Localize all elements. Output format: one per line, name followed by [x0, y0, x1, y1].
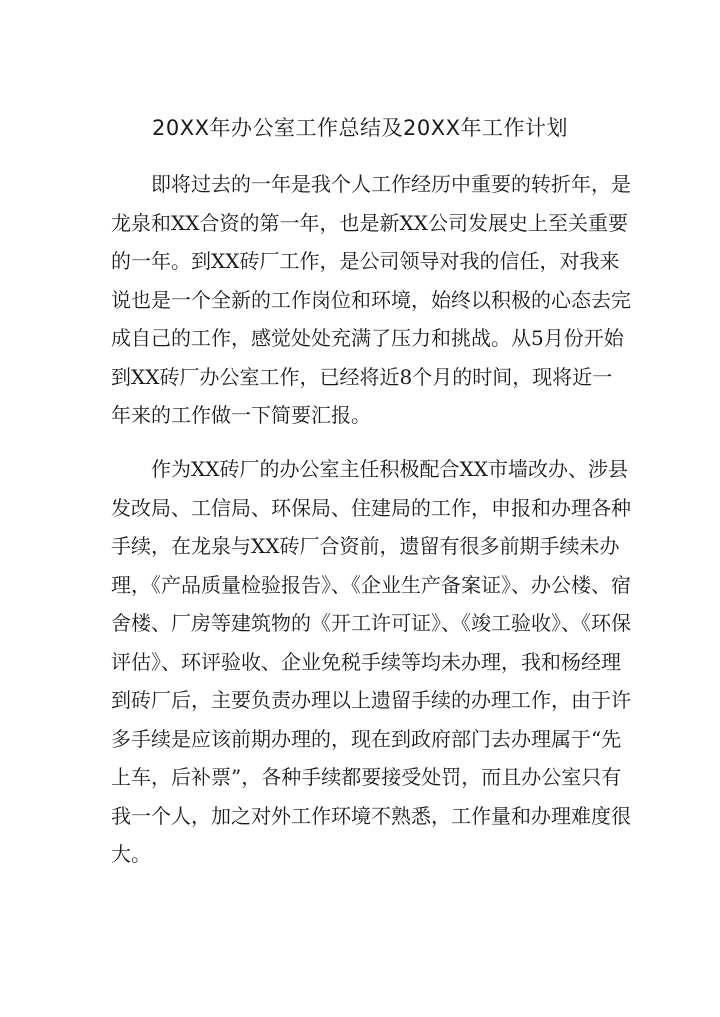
paragraph-line: 大。 [111, 842, 151, 866]
paragraph-line: 龙泉和XX合资的第一年，也是新XX公司发展史上至关重要 [111, 210, 628, 235]
paragraph-line: 到XX砖厂办公室工作，已经将近8个月的时间，现将近一 [111, 364, 613, 389]
paragraph-1 [111, 165, 631, 435]
paragraph-line: 评估》、环评验收、企业免税手续等均未办理，我和杨经理 [111, 649, 621, 674]
paragraph-line: 即将过去的一年是我个人工作经历中重要的转折年，是 [151, 172, 631, 196]
paragraph-line: 成自己的工作，感觉处处充满了压力和挑战。从5月份开始 [111, 326, 624, 350]
paragraph-line: 作为XX砖厂的办公室主任积极配合XX市墙改办、涉县 [151, 457, 628, 481]
paragraph-line: 年来的工作做一下简要汇报。 [111, 403, 371, 427]
paragraph-line: 手续，在龙泉与XX砖厂合资前，遗留有很多前期手续未办 [111, 534, 620, 558]
paragraph-2 [111, 450, 631, 874]
paragraph-line: 到砖厂后，主要负责办理以上遗留手续的办理工作，由于许 [111, 688, 631, 712]
paragraph-line: 舍楼、厂房等建筑物的《开工许可证》、《竣工验收》、《环保 [111, 611, 631, 635]
paragraph-line: 我一个人，加之对外工作环境不熟悉，工作量和办理难度很 [111, 803, 631, 828]
paragraph-line: 发改局、工信局、环保局、住建局的工作，申报和办理各种 [111, 495, 631, 520]
document-title: 20XX年办公室工作总结及20XX年工作计划 [152, 116, 568, 140]
paragraph-line: 的一年。到XX砖厂工作，是公司领导对我的信任，对我来 [111, 249, 620, 273]
paragraph-line: 上车，后补票”，各种手续都要接受处罚，而且办公室只有 [111, 765, 622, 789]
paragraph-line: 说也是一个全新的工作岗位和环境，始终以积极的心态去完 [111, 287, 631, 312]
paragraph-line: 多手续是应该前期办理的，现在到政府部门去办理属于“先 [111, 726, 622, 751]
paragraph-line: 理，《产品质量检验报告》、《企业生产备案证》、办公楼、宿 [111, 572, 631, 597]
